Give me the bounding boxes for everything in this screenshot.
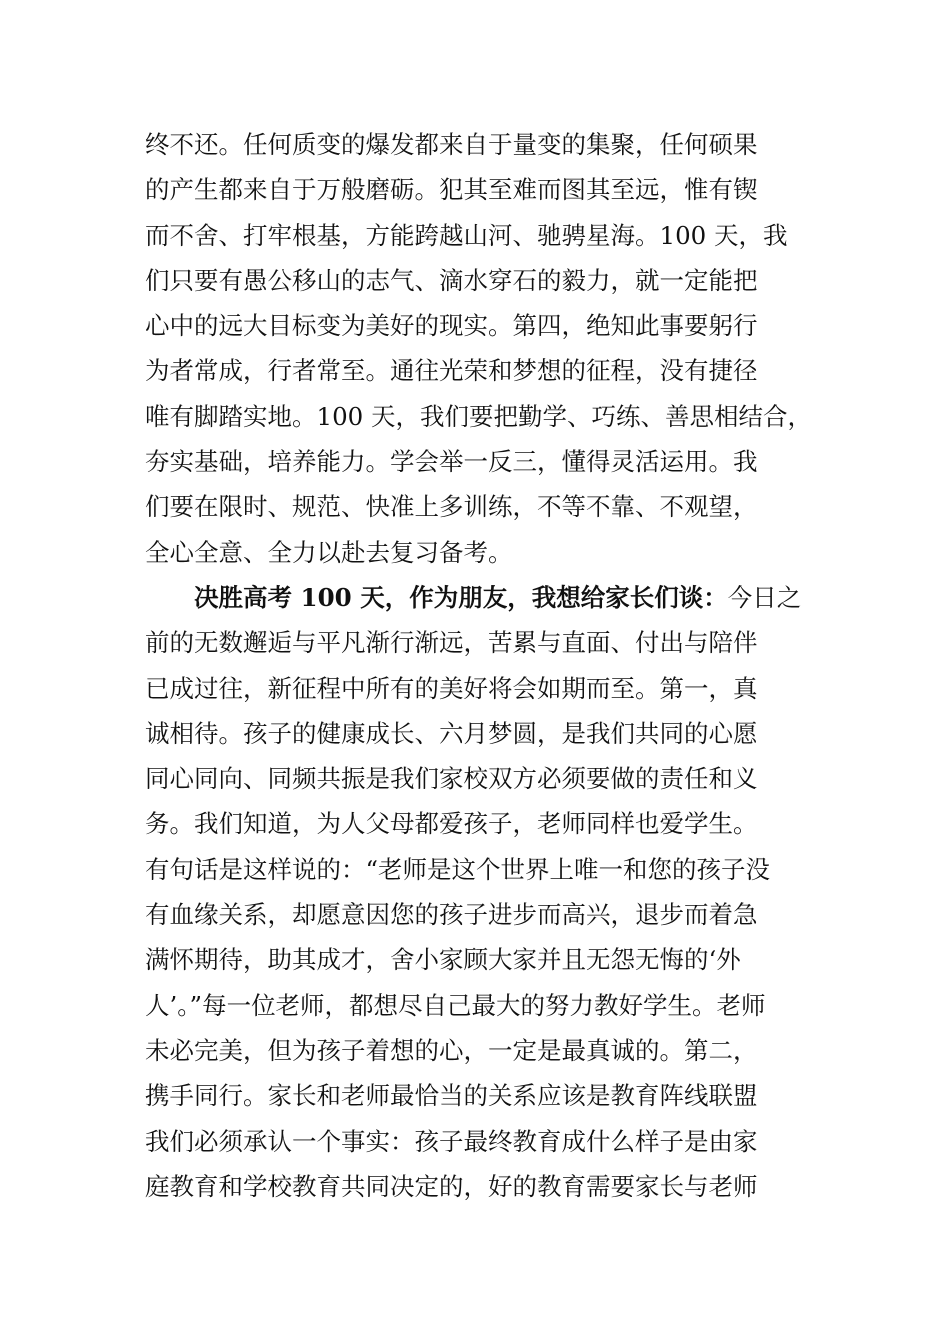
text-line: 们要在限时、规范、快准上多训练，不等不靠、不观望， bbox=[145, 492, 758, 522]
text-line: 已成过往，新征程中所有的美好将会如期而至。第一，真 bbox=[145, 673, 758, 703]
paragraph-1 bbox=[145, 122, 845, 575]
text-line: 的产生都来自于万般磨砺。犯其至难而图其至远，惟有锲 bbox=[145, 175, 758, 205]
text-line: 满怀期待，助其成才，舍小家顾大家并且无怨无悔的‘外 bbox=[145, 945, 741, 975]
text-line: 庭教育和学校教育共同决定的，好的教育需要家长与老师 bbox=[145, 1171, 758, 1201]
text-line: 夯实基础，培养能力。学会举一反三，懂得灵活运用。我 bbox=[145, 447, 758, 477]
text-line: 我们必须承认一个事实：孩子最终教育成什么样子是由家 bbox=[145, 1126, 758, 1156]
text-line: 有句话是这样说的：“老师是这个世界上唯一和您的孩子没 bbox=[145, 854, 771, 884]
body-text bbox=[145, 122, 845, 1209]
paragraph-first-line bbox=[145, 575, 845, 620]
text-line: 务。我们知道，为人父母都爱孩子，老师同样也爱学生。 bbox=[145, 809, 758, 839]
text-line: 唯有脚踏实地。100 天，我们要把勤学、巧练、善思相结合， bbox=[145, 401, 813, 431]
paragraph-lead-heading: 决胜高考 100 天，作为朋友，我想给家长们谈： bbox=[194, 582, 728, 612]
text-line: 为者常成，行者常至。通往光荣和梦想的征程，没有捷径 bbox=[145, 356, 758, 386]
text-line: 同心同向、同频共振是我们家校双方必须要做的责任和义 bbox=[145, 764, 758, 794]
text-line: 们只要有愚公移山的志气、滴水穿石的毅力，就一定能把 bbox=[145, 265, 758, 295]
text-line: 诚相待。孩子的健康成长、六月梦圆，是我们共同的心愿 bbox=[145, 718, 758, 748]
text-line: 人’。”每一位老师，都想尽自己最大的努力教好学生。老师 bbox=[145, 990, 766, 1020]
text-line: 终不还。任何质变的爆发都来自于量变的集聚，任何硕果 bbox=[145, 130, 758, 159]
text-line: 而不舍、打牢根基，方能跨越山河、驰骋星海。100 天，我 bbox=[145, 220, 788, 250]
paragraph-2 bbox=[145, 575, 845, 1209]
text-line: 全心全意、全力以赴去复习备考。 bbox=[145, 537, 513, 567]
first-line-rest: 今日之 bbox=[727, 582, 802, 612]
text-line: 心中的远大目标变为美好的现实。第四，绝知此事要躬行 bbox=[145, 311, 758, 341]
text-line: 未必完美，但为孩子着想的心，一定是最真诚的。第二， bbox=[145, 1035, 758, 1065]
text-line: 携手同行。家长和老师最恰当的关系应该是教育阵线联盟 bbox=[145, 1081, 758, 1111]
text-line: 有血缘关系，却愿意因您的孩子进步而高兴，退步而着急 bbox=[145, 900, 758, 930]
text-line: 前的无数邂逅与平凡渐行渐远，苦累与直面、付出与陪伴 bbox=[145, 628, 758, 658]
